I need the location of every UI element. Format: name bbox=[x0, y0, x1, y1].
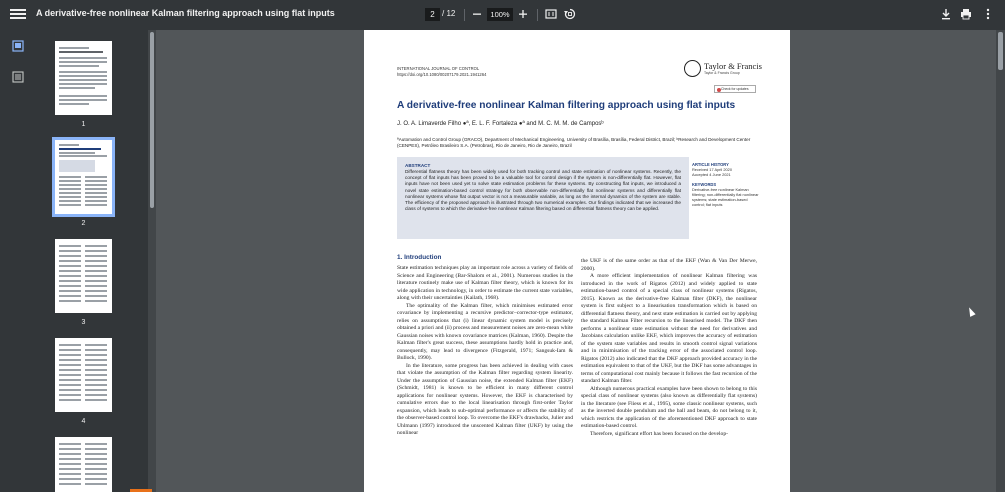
thumbnail-label: 3 bbox=[81, 319, 86, 326]
document-title: A derivative-free nonlinear Kalman filtering approach using flat inputs bbox=[36, 8, 335, 18]
accepted-date: Accepted 4 June 2021 bbox=[692, 172, 731, 177]
plus-icon bbox=[516, 7, 530, 21]
abstract-heading: ABSTRACT bbox=[405, 163, 431, 168]
divider bbox=[464, 9, 465, 21]
fit-page-button[interactable] bbox=[544, 7, 558, 21]
divider bbox=[537, 9, 538, 21]
more-options-button[interactable] bbox=[981, 7, 995, 21]
more-vert-icon bbox=[981, 7, 995, 21]
menu-icon[interactable] bbox=[10, 7, 26, 23]
download-icon bbox=[939, 7, 953, 21]
history-heading: ARTICLE HISTORY bbox=[692, 162, 729, 167]
paragraph: State estimation techniques play an important role across a variety of fields of Science and Engineering (Bar-Shalom et al., 2001). Numerous studies in the literature routinely make use of Kalman filter theory, which is known for its wide application in technology, in order to estimate the current state variables, along with their uncertainties (Kailath, 1968). bbox=[397, 265, 573, 301]
paragraph: the UKF is of the same order as that of the EKF (Wan & Van Der Merwe, 2000). bbox=[581, 258, 757, 272]
check-for-updates-button[interactable]: Check for updates bbox=[714, 85, 756, 93]
abstract-text: Differential flatness theory has been widely used for both tracking control and state estimation of nonlinear systems. Recently, the concept of flat inputs has been proved to be a valuable tool for control design if the system is non-differentially flat. However, flat inputs have not been used yet to solve state estimation problems for these systems. By constructing flat inputs, we introduced a novel state estimation-based control strategy for both observable non-differentially flat nonlinear systems and differentially flat nonlinear systems whose flat output vector is not a measurable variable, as long as the internal dynamics of the system are stable. The efficiency of the proposed approach is illustrated through two numerical examples. Our findings indicated that we increased the class of systems to which the derivative-free nonlinear Kalman filtering based on differential flatness theory can be applied. bbox=[405, 169, 681, 212]
doi-link[interactable]: https://doi.org/10.1080/00207179.2021.1941264 bbox=[397, 71, 487, 77]
sidebar-scroll-thumb[interactable] bbox=[150, 32, 154, 208]
sidebar-scrollbar[interactable] bbox=[148, 30, 156, 492]
zoom-out-button[interactable] bbox=[470, 7, 484, 21]
thumbnails-tab[interactable] bbox=[11, 39, 25, 53]
journal-header bbox=[397, 66, 486, 77]
affiliations: ªAutomation and Control Group (GRACO), Department of Mechanical Engineering, University of Brasília, Brasília, Federal District, Brazil; ᵇResearch and Development Center (CENPES), Petróleo Brasileiro S.A. (Petrobras), Rio de Janeiro, Rio de Janeiro, Brazil bbox=[397, 137, 751, 148]
publisher-emblem-icon bbox=[684, 60, 701, 77]
zoom-level-input[interactable]: 100% bbox=[487, 8, 513, 21]
pdf-toolbar bbox=[0, 0, 1005, 30]
mouse-cursor-icon bbox=[966, 306, 975, 317]
paragraph: Therefore, significant effort has been focused on the develop- bbox=[590, 430, 728, 437]
received-date: Received 17 April 2020 bbox=[692, 167, 733, 172]
section-heading: 1. Introduction bbox=[397, 254, 442, 261]
thumbnail-page-3[interactable] bbox=[55, 239, 112, 313]
print-icon bbox=[959, 7, 973, 21]
keywords: Derivative-free nonlinear Kalman filtering; non-differentially flat nonlinear systems; state estimation-based control; flat inputs bbox=[692, 187, 759, 207]
keywords-heading: KEYWORDS bbox=[692, 182, 717, 187]
paragraph: Although numerous practical examples have been shown to belong to this special class of nonlinear systems (also known as differentially flat systems) in the literature (see Fliess et al., 1995), some classic nonlinear systems, such as the inverted double pendulum and the ball and beam, do not belong to it, which restricts the application of the aforementioned DKF approach to state estimation-based control. bbox=[581, 385, 757, 429]
thumbnail-page-4[interactable] bbox=[55, 338, 112, 412]
thumbnail-page-2[interactable] bbox=[55, 140, 112, 214]
article-title: A derivative-free nonlinear Kalman filtering approach using flat inputs bbox=[397, 100, 736, 111]
publisher-name: Taylor & Francis bbox=[704, 61, 762, 71]
page-number-input[interactable]: 2 bbox=[425, 8, 440, 21]
thumbnail-label: 2 bbox=[81, 220, 86, 227]
thumbnail-icon bbox=[11, 39, 25, 53]
thumbnail-label: 1 bbox=[81, 121, 86, 128]
paragraph: A more efficient implementation of nonlinear Kalman filtering was introduced in the work of Rigatos (2012) and widely applied to state estimation-based control of a special class of nonlinear systems (Rigatos, 2015). Known as the derivative-free Kalman filter (DKF), the nonlinear system is first subject to a linearisation transformation which is based on differential flatness theory, and next state estimation is carried out by applying the standard Kalman Filter recursion to the linearised model. The DKF then performs a nonlinear state estimation without the need for derivatives and Jacobians calculation unlike EKF, which improves the accuracy of estimation of the system state variables and results in smooth control signal variations and in minimisation of the tracking error of the associated control loop. Rigatos (2012) also indicated that the DKF approach provided accuracy in the estimation equivalent to that of the UKF, but the DKF has some advantages in terms of computational cost mainly because it follows the fast recursion of the standard Kalman filter. bbox=[581, 273, 757, 384]
publisher-subname: Taylor & Francis Group bbox=[704, 71, 740, 75]
left-column bbox=[397, 265, 573, 438]
pdf-page bbox=[364, 30, 790, 492]
document-scrollbar[interactable] bbox=[996, 30, 1005, 492]
publisher-logo bbox=[684, 60, 762, 78]
thumbnail-list bbox=[40, 30, 148, 492]
paragraph: The optimality of the Kalman filter, which minimises estimated error covariance by implementing a recursive predictor–corrector-type estimator, relies on assumptions that (i) linear dynamic system model is precisely obtained a priori and (ii) process and measurement noises are zero-mean white Gaussian noises with known covariance matrices (Kalman, 1960). Despite the Kalman filter's great success, these assumptions hardly hold in practice and, consequently, may lead to divergence (Fitzgerald, 1971; Sangsuk-Iam & Bullock, 1990). bbox=[397, 302, 573, 361]
fit-page-icon bbox=[544, 7, 558, 21]
rotate-button[interactable] bbox=[563, 7, 577, 21]
thumbnail-label: 4 bbox=[81, 418, 86, 425]
print-button[interactable] bbox=[959, 7, 973, 21]
right-column bbox=[581, 258, 757, 438]
rotate-icon bbox=[563, 7, 577, 21]
sidebar-tabs bbox=[0, 30, 36, 492]
thumbnail-page-5[interactable] bbox=[55, 437, 112, 492]
outline-icon bbox=[11, 70, 25, 84]
abstract-box bbox=[397, 157, 689, 239]
paragraph: In the literature, some progress has been achieved in dealing with cases that violate the assumption of the Kalman filter regarding system linearity. Under the assumption of Gaussian noise, the extended Kalman filter (EKF) (Schmidt, 1981) is known to be efficient in many different control applications for nonlinear systems. However, the EKF is characterised by cumulative errors due to the local linearisation through first-order Taylor expansion, which leads to sub-optimal performance or affects the stability of the observer-based control loop. To overcome the EKF's drawbacks, Julier and Uhlmann (1997) introduced the unscented Kalman filter (UKF) by using the nonlinear bbox=[397, 362, 573, 436]
minus-icon bbox=[470, 7, 484, 21]
journal-name: INTERNATIONAL JOURNAL OF CONTROL bbox=[397, 66, 480, 71]
page-total: / 12 bbox=[442, 9, 456, 18]
download-button[interactable] bbox=[939, 7, 953, 21]
zoom-in-button[interactable] bbox=[516, 7, 530, 21]
document-scroll-thumb[interactable] bbox=[998, 32, 1003, 70]
authors: J. O. A. Limaverde Filho ●ª, E. L. F. Fortaleza ●ª and M. C. M. M. de Camposᵇ bbox=[397, 121, 604, 127]
article-history bbox=[692, 162, 760, 207]
thumbnail-page-1[interactable] bbox=[55, 41, 112, 115]
outline-tab[interactable] bbox=[11, 70, 25, 84]
